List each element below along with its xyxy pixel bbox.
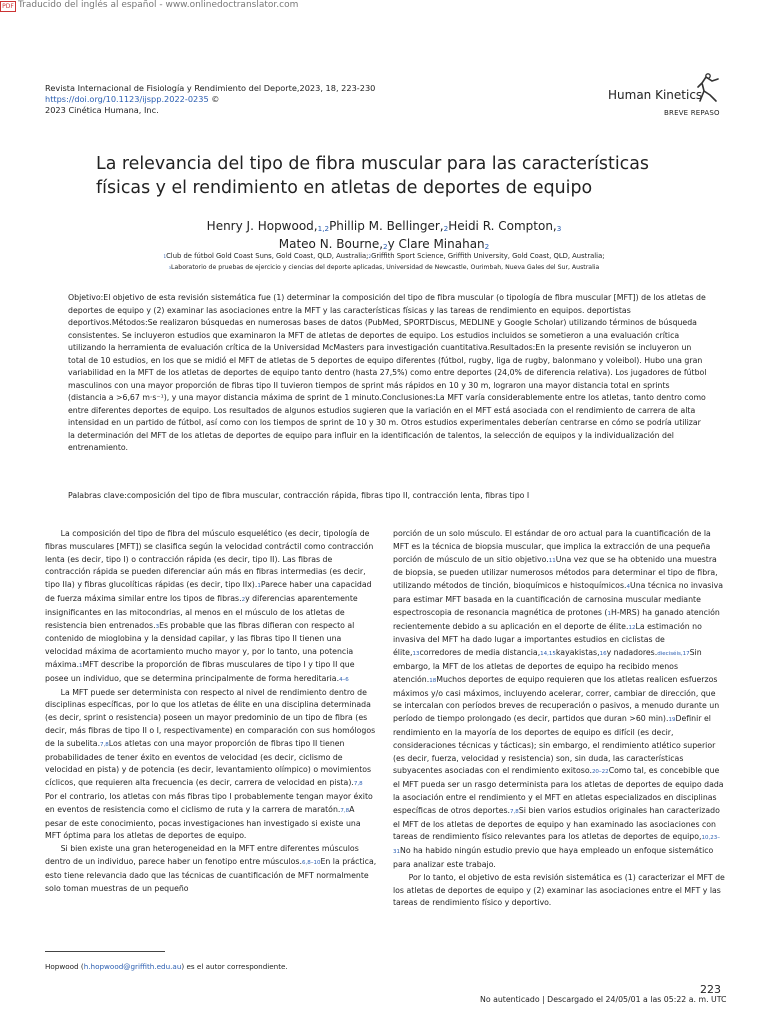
author-email-link[interactable]: h.hopwood@griffith.edu.au (83, 962, 182, 971)
citation-link[interactable]: 10,23–31 (393, 835, 721, 856)
abstract: Objetivo:El objetivo de esta revisión sistemática fue (1) determinar la composición del tipo de fibra muscular (o tipología de fibra muscular [MFT]) de los atletas de deportes de equipo y (2) examinar las asociaciones entre la MFT y las características físicas y las tareas de rendimiento en equipos. deportistas deportivos.Métodos:Se realizaron búsquedas en numerosas bases de datos (PubMed, SPORTDiscus, MEDLINE y Google Scholar) utilizando términos de búsqueda consistentes. Se incluyeron estudios que examinaron la MFT de atletas de deportes de equipo. Los estudios incluidos se sometieron a una evaluación crítica utilizando la herramienta de evaluación crítica de la Universidad McMasters para investigación cuantitativa.Resultados:En la presente revisión se incluyeron un total de 10 estudios, en los que se midió el MFT de atletas de 5 deportes de equipo diferentes (fútbol, rugby, liga de rugby, balonmano y voleibol). Hubo una gran variabilidad en la MFT de los atletas de deportes de equipo tanto dentro (hasta 27,5%) como entre deportes (24,0% de diferencia relativa). Los jugadores de fútbol masculinos con una mayor proporción de fibras tipo II tuvieron tiempos de sprint más rápidos en 10 y 30 m, lograron una mayor distancia total en sprints (distancia a >6,67 m·s⁻¹), y una mayor distancia máxima de sprint de 1 minuto.Conclusiones:La MFT varía considerablemente entre los atletas, tanto dentro como entre diferentes deportes de equipo. Los resultados de algunos estudios sugieren que la variación en el MFT está asociada con el rendimiento de carrera de alta intensidad en un partido de fútbol, así como con los tiempos de sprint de 10 y 30 m. Otros estudios experimentales deberían centrarse en cómo se podría utilizar la determinación del MFT de los atletas de deportes de equipo para influir en la identificación de talentos, la selección de equipos y la individualización del entrenamiento. (68, 293, 707, 452)
journal-line: Revista Internacional de Fisiología y Rendimiento del Deporte,2023, 18, 223-230 (45, 83, 376, 93)
citation-link[interactable]: 11 (548, 557, 556, 564)
citation-link[interactable]: 3 (155, 623, 160, 630)
translator-banner[interactable] (0, 0, 298, 12)
footnote-rest: ) es el autor correspondiente. (181, 962, 288, 971)
citation-link[interactable]: 1 (607, 610, 611, 617)
paragraph-text: La estimación no invasiva del MFT ha dado lugar a importantes estudios en ciclistas de élite, (393, 621, 702, 658)
citation-link[interactable]: 7,8 (100, 741, 109, 748)
paragraph-text: Una vez que se ha obtenido una muestra de biopsia, se pueden utilizar numerosos métodos para determinar el tipo de fibra, utilizando métodos de tinción, bioquímicos e histoquímicos. (393, 554, 718, 591)
citation-link[interactable]: 12 (628, 624, 636, 631)
keywords: Palabras clave:composición del tipo de fibra muscular, contracción rápida, fibras tipo II, contracción lenta, fibras tipo I (68, 491, 530, 500)
paragraph-text: Por lo tanto, el objetivo de esta revisión sistemática es (1) caracterizar el MFT de los atletas de deportes de equipo y (2) examinar las asociaciones entre el MFT y las tareas de rendimiento físico y deportivo. (393, 872, 725, 908)
citation-link[interactable]: 1 (257, 583, 261, 590)
paragraph-text: porción de un solo músculo. El estándar de oro actual para la cuantificación de la MFT es la técnica de biopsia muscular, que implica la extracción de una pequeña porción de músculo de un sitio objetivo. (393, 529, 711, 564)
paragraph-text: Por el contrario, los atletas con más fibras tipo I probablemente tengan mayor éxito en eventos de resistencia como el ciclismo de ruta y la carrera de maratón. (45, 791, 373, 814)
body-paragraph (393, 872, 726, 910)
author-name-superscript[interactable]: 2 (383, 241, 388, 251)
doi-suffix: © (208, 94, 220, 104)
citation-link[interactable]: 7,8 (340, 807, 350, 814)
citation-link[interactable]: 19 (668, 717, 676, 724)
citation-link[interactable]: 7,8 (510, 808, 519, 815)
citation-link[interactable]: 2 (241, 596, 246, 603)
paragraph-text: Definir el rendimiento en la mayoría de los deportes de equipo es difícil (es decir, consideraciones técnicas y tácticas); sin embargo, el rendimiento atlético superior (es decir, fuerza, velocidad y resistencia) son, sin duda, las características subyacentes asociadas con el rendimiento exitoso. (393, 714, 716, 776)
author-name-superscript[interactable]: 2 (443, 223, 449, 233)
author-name: Mateo N. Bourne, (278, 237, 384, 251)
paragraph-text: La MFT puede ser determinista con respecto al nivel de rendimiento dentro de disciplinas específicas, por lo que los atletas de élite en una disciplina determinada (es decir, sprint o resistencia) poseen un mayor predominio de un tipo de fibra (es decir, más fibras de tipo II o I, respectivamente) en comparación con sus homólogos de la subelita. (45, 687, 376, 748)
affiliations-line-2 (0, 264, 768, 271)
author-name: y Clare Minahan (387, 237, 485, 251)
paragraph-text: La composición del tipo de fibra del músculo esquelético (es decir, tipología de fibras musculares [MFT]) se clasifica según la velocidad contráctil como contracción lenta (es decir, tipo I) o contracción rápida (es decir, tipo II). Las fibras de contracción rápida se pueden diferenciar aún más en fibras intermedias (es decir, tipo IIa) y fibras glucolíticas rápidas (es decir, tipo IIx). (45, 529, 374, 590)
affiliation: Laboratorio de pruebas de ejercicio y ciencias del deporte aplicadas, Universidad de Newcastle, Ourimbah, Nueva Gales del Sur, Australia (171, 264, 600, 271)
citation-link[interactable]: 1 (79, 662, 83, 669)
paragraph-text: MFT describe la proporción de fibras musculares de tipo I y tipo II que posee un individuo, que se determina principalmente de forma hereditaria. (45, 659, 355, 683)
human-kinetics-logo-icon (696, 73, 720, 103)
download-note: No autenticado | Descargado el 24/05/01 a las 05:22 a. m. UTC (480, 995, 727, 1004)
body-paragraph (45, 528, 378, 687)
citation-link[interactable]: 18 (429, 677, 437, 684)
paragraph-text: kayakistas, (555, 648, 600, 658)
citation-link[interactable]: 13 (412, 651, 420, 658)
authors (0, 218, 768, 254)
paragraph-text: corredores de media distancia, (419, 648, 541, 658)
footnote-divider (45, 951, 165, 952)
paragraph-text: Una técnica no invasiva para estimar MFT basada en la cuantificación de carnosina muscular mediante espectroscopia de resonancia magnética de protones ( (393, 581, 724, 617)
author-name-superscript[interactable]: 3 (556, 223, 562, 233)
author-name-superscript[interactable]: 2 (484, 241, 490, 251)
citation-link[interactable]: 6,8–10 (301, 859, 321, 866)
publisher-brand (582, 73, 722, 123)
body-column-left (45, 528, 378, 895)
paragraph-text: No ha habido ningún estudio previo que haya empleado un enfoque sistemático para analizar este trabajo. (393, 846, 714, 869)
affiliation-superscript[interactable]: 1 (163, 254, 167, 260)
paragraph-text: A pesar de este conocimiento, pocas investigaciones han investigado si existe una MFT óptima para los atletas de deportes de equipo. (45, 804, 361, 841)
paragraph-text: Si bien varios estudios originales han caracterizado el MFT de los atletas de deportes de equipo y han examinado las asociaciones con tareas de rendimiento físico relevantes para los atletas de deportes de equipo, (393, 805, 720, 842)
paragraph-text: Sin embargo, la MFT de los atletas de deportes de equipo ha recibido menos atención. (393, 648, 702, 684)
paragraph-text: y diferencias aparentemente insignificantes en las mitocondrias, al menos en el músculo de los atletas de resistencia bien entrenados. (45, 593, 358, 630)
paragraph-text: Como tal, es concebible que el MFT pueda ser un rasgo determinista para los atletas de deportes de equipo dada la asociación entre el rendimiento y el MFT en atletas especializados en disciplinas específicas de otros deportes. (393, 766, 724, 815)
body-column-right (393, 528, 726, 910)
copyright: 2023 Cinética Humana, Inc. (45, 105, 159, 115)
paragraph-text: Los atletas con una mayor proporción de fibras tipo II tienen probabilidades de tener éxito en eventos de velocidad (es decir, ciclismo de velocidad en pista) y de potencia (es decir, levantamiento olímpico) o movimientos cíclicos, que requieren alta frecuencia (es decir, carrera de velocidad en pista). (45, 738, 372, 788)
citation-link[interactable]: 16 (599, 651, 607, 658)
body-paragraph (393, 528, 726, 872)
affiliation-superscript[interactable]: 3 (168, 266, 172, 271)
citation-link[interactable]: 20–22 (591, 769, 609, 776)
affiliation-superscript[interactable]: 2 (368, 254, 372, 260)
body-paragraph (45, 791, 378, 843)
page-number: 223 (700, 983, 721, 996)
correspondence-footnote (45, 962, 288, 971)
paragraph-text: Parece haber una capacidad de fuerza máxima similar entre los tipos de fibras. (45, 580, 372, 603)
author-name: Henry J. Hopwood, (206, 219, 318, 233)
paragraph-text: Muchos deportes de equipo requieren que los atletas realicen esfuerzos máximos y/o casi máximos, incluyendo acelerar, correr, cambiar de dirección, que se intercalan con períodos breves de recuperación o pasivos, a menudo durante un período de tiempo prolongado (es decir, partidos que duran >60 min). (393, 674, 720, 724)
citation-link[interactable]: 4–6 (339, 676, 349, 683)
citation-link[interactable]: 7,8 (353, 781, 363, 788)
citation-link[interactable]: 14,15 (540, 651, 556, 658)
publisher-name: Human Kinetics (608, 88, 703, 102)
authors-line-1 (0, 218, 768, 236)
affiliation: Griffith Sport Science, Griffith University, Gold Coast, QLD, Australia; (371, 252, 605, 260)
paragraph-text: En la práctica, esto tiene relevancia dado que las técnicas de cuantificación de MFT normalmente solo toman muestras de un pequeño (45, 856, 377, 893)
doi-link[interactable]: https://doi.org/10.1123/ijspp.2022-0235 (45, 94, 209, 104)
paragraph-text: Si bien existe una gran heterogeneidad en la MFT entre diferentes músculos dentro de un individuo, parece haber un fenotipo entre músculos. (45, 844, 359, 866)
paragraph-text: y nadadores. (606, 648, 658, 658)
paragraph-text: Es probable que las fibras difieran con respecto al contenido de mioglobina y la densidad capilar, y las fibras tipo II tienen una velocidad máxima de acortamiento mucho mayor y, por lo tanto, una potencia máxima. (45, 620, 355, 669)
paragraph-text: H-MRS) ha ganado atención recientemente debido a su aplicación en el deporte de élite. (393, 607, 720, 631)
author-name-superscript[interactable]: 1,2 (317, 223, 330, 233)
affiliation: Club de fútbol Gold Coast Suns, Gold Coast, QLD, Australia; (166, 252, 369, 260)
footnote-name: Hopwood ( (45, 962, 84, 971)
body-paragraph (45, 687, 378, 791)
body-paragraph (45, 843, 378, 895)
citation-link[interactable]: dieciséis,17 (657, 651, 690, 658)
title-line-1: La relevancia del tipo de fibra muscular para las características (96, 154, 649, 174)
citation-link[interactable]: 4 (626, 584, 630, 591)
affiliations-line-1 (0, 252, 768, 260)
article-title (96, 152, 696, 200)
author-name: Heidi R. Compton, (448, 219, 557, 233)
article-type: BREVE REPASO (664, 109, 720, 117)
title-line-2: físicas y el rendimiento en atletas de deportes de equipo (96, 178, 593, 198)
translator-icon: PDF (0, 1, 16, 12)
translator-banner-text: Traducido del inglés al español - www.onlinedoctranslator.com (18, 0, 299, 10)
journal-info (45, 83, 375, 116)
author-name: Phillip M. Bellinger, (329, 219, 444, 233)
